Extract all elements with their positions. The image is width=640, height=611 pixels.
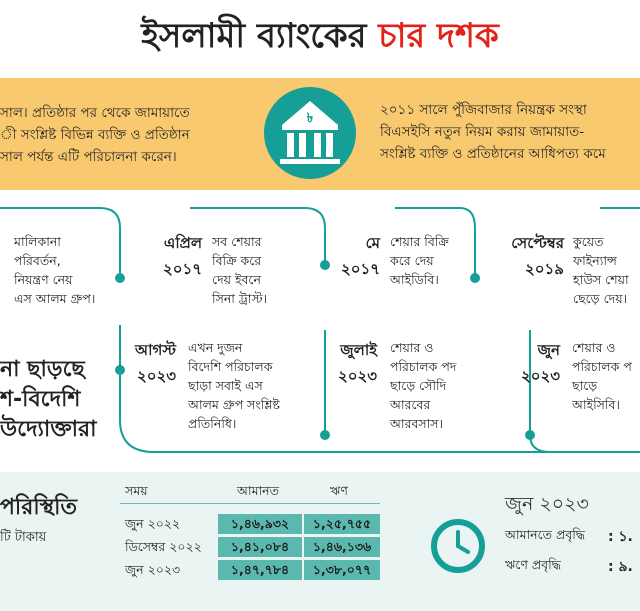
- banner-right-line: ২০১১ সালে পুঁজিবাজার নিয়ন্ত্রক সংস্থা: [380, 102, 587, 118]
- table-row-label: ডিসেম্বর ২০২২: [125, 539, 202, 554]
- table-header-divider: [120, 503, 380, 504]
- banner-left-line: সাল। প্রতিষ্ঠার পর থেকে জামায়াতে: [0, 105, 190, 121]
- table-row-label: জুন ২০২২: [125, 516, 181, 531]
- title-part-1: ইসলামী ব্যাংকের: [141, 16, 379, 56]
- event-sept-2019-text: কুয়েত ফাইন্যান্স হাউস শেয়া ছেড়ে দেয়।: [573, 234, 629, 306]
- loan-growth-value: : ৯.: [608, 559, 633, 575]
- table-cell-loan: ১,৩৮,০৭৭: [304, 560, 380, 580]
- event-jun-2023-text: শেয়ার ও পরিচালক প ছাড়ে আইসিবি।: [572, 340, 632, 412]
- table-cell-deposit: ১,৪১,০৮৪: [218, 537, 302, 557]
- page-title: [0, 10, 640, 67]
- bank-icon: [264, 87, 356, 179]
- deposit-growth-value: : ১.: [608, 529, 633, 545]
- banner-left-text: [0, 102, 190, 168]
- table-cell-deposit: ১,৪৭,৭৮৪: [218, 560, 302, 580]
- table-header-time: সময়: [125, 483, 148, 498]
- banner-right-text: [380, 99, 606, 165]
- event-ownership-change: মালিকানা পরিবর্তন, নিয়ন্ত্রণ নেয় এস আলম গ্রুপ।: [14, 234, 96, 306]
- table-cell-loan: ১,২৫,৭৫৫: [304, 514, 380, 534]
- banner-left-line: সাল পর্যন্ত এটি পরিচালনা করেন।: [0, 149, 177, 165]
- event-jul-2023-text: শেয়ার ও পরিচালক পদ ছাড়ে সৌদি আরবের আরবসাস।: [390, 340, 457, 431]
- event-sept-2019-date: সেপ্টেম্বর ২০১৯: [511, 234, 564, 278]
- table-cell-deposit: ১,৪৬,৯৩২: [218, 514, 302, 534]
- table-header-loan: ঋণ: [330, 483, 348, 498]
- growth-period-title: জুন ২০২৩: [505, 493, 589, 515]
- event-jul-2023-date: জুলাই ২০২৩: [337, 341, 377, 385]
- banner-left-line: ী সংশ্লিষ্ট বিভিন্ন ব্যক্তি ও প্রতিষ্ঠান: [0, 127, 190, 143]
- event-jun-2023-date: জুন ২০২৩: [520, 341, 560, 385]
- side-heading: না ছাড়ছে শ-বিদেশি উদ্যোক্তারা: [0, 357, 97, 442]
- event-aug-2023-text: এখন দুজন বিদেশি পরিচালক ছাড়া সবাই এস আলম গ্রুপ সংশ্লিষ্ট প্রতিনিধি।: [188, 340, 280, 431]
- situation-subtitle: টি টাকায়: [0, 530, 47, 545]
- clock-icon: [430, 518, 486, 574]
- event-aug-2023-date: আগস্ট ২০২৩: [135, 341, 176, 385]
- event-april-2017-text: সব শেয়ার বিক্রি করে দেয় ইবনে সিনা ট্রাস্ট।: [212, 234, 268, 306]
- bank-icon-badge: [264, 87, 356, 179]
- banner-right-line: বিএসইসি নতুন নিয়ম করায় জামায়াত-: [380, 124, 585, 140]
- deposit-growth-label: আমানতে প্রবৃদ্ধি: [505, 527, 586, 542]
- table-header-deposit: আমানত: [237, 483, 279, 498]
- banner-right-line: সংশ্লিষ্ট ব্যক্তি ও প্রতিষ্ঠানের আধিপত্য কমে: [380, 146, 606, 162]
- title-part-2: চার দশক: [378, 16, 499, 56]
- event-april-2017-date: এপ্রিল ২০১৭: [163, 234, 202, 278]
- table-row-label: জুন ২০২৩: [125, 562, 181, 577]
- event-may-2017-date: মে ২০১৭: [341, 234, 380, 278]
- loan-growth-label: ঋণে প্রবৃদ্ধি: [505, 557, 561, 572]
- table-cell-loan: ১,৪৬,১৩৬: [304, 537, 380, 557]
- taka-glyph: ৳: [306, 111, 314, 126]
- event-may-2017-text: শেয়ার বিক্রি করে দেয় আইডিবি।: [390, 234, 449, 287]
- situation-title: পরিস্থিতি: [0, 495, 77, 520]
